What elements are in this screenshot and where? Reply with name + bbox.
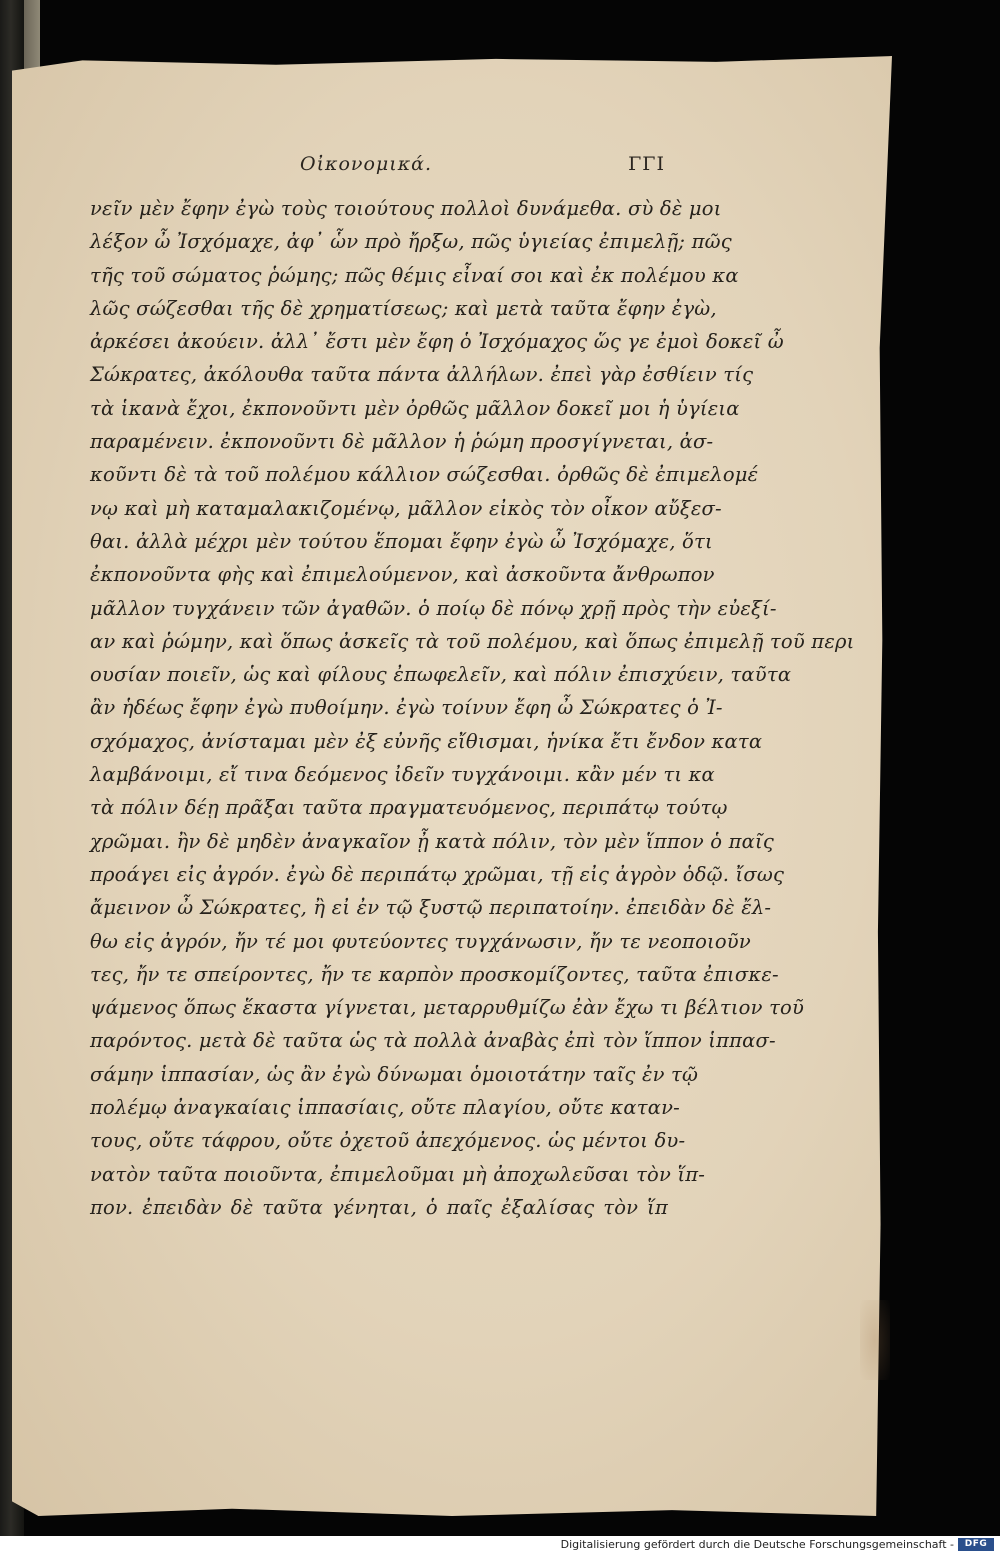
page-number: ΓΓΙ <box>628 153 665 175</box>
text-line: τους, οὔτε τάφρου, οὔτε ὀχετοῦ ἀπεχόμενος. ὡς μέντοι δυ- <box>90 1129 686 1153</box>
text-line: πον. ἐπειδὰν δὲ ταῦτα γένηται, ὁ παῖς ἐξαλίσας τὸν ἵπ <box>90 1195 668 1219</box>
text-line: ἂν ἡδέως ἔφην ἐγὼ πυθοίμην. ἐγὼ τοίνυν ἔφη ὦ Σώκρατες ὁ Ἰ- <box>90 696 723 720</box>
text-line: νῳ καὶ μὴ καταμαλακιζομένῳ, μᾶλλον εἰκὸς τὸν οἶκον αὔξεσ- <box>90 496 722 520</box>
text-line: ἄμεινον ὦ Σώκρατες, ἢ εἰ ἐν τῷ ξυστῷ περιπατοίην. ἐπειδὰν δὲ ἔλ- <box>90 896 772 920</box>
text-line: ουσίαν ποιεῖν, ὡς καὶ φίλους ἐπωφελεῖν, καὶ πόλιν ἐπισχύειν, ταῦτα <box>90 663 792 687</box>
text-line: τὰ ἱκανὰ ἔχοι, ἐκπονοῦντι μὲν ὀρθῶς μᾶλλον δοκεῖ μοι ἡ ὑγίεια <box>90 396 740 420</box>
text-line: τες, ἤν τε σπείροντες, ἤν τε καρπὸν προσκομίζοντες, ταῦτα ἐπισκε- <box>90 962 779 986</box>
footer-bar <box>0 1536 1000 1554</box>
text-line: παρόντος. μετὰ δὲ ταῦτα ὡς τὰ πολλὰ ἀναβὰς ἐπὶ τὸν ἵππον ἱππασ- <box>90 1029 776 1053</box>
text-line: σχόμαχος, ἀνίσταμαι μὲν ἐξ εὐνῆς εἴθισμαι, ἡνίκα ἔτι ἔνδον κατα <box>90 729 763 753</box>
text-line: ἐκπονοῦντα φὴς καὶ ἐπιμελούμενον, καὶ ἀσκοῦντα ἄνθρωπον <box>90 563 715 587</box>
page-header <box>90 153 665 183</box>
text-line: θαι. ἀλλὰ μέχρι μὲν τούτου ἕπομαι ἔφην ἐγὼ ὦ Ἰσχόμαχε, ὅτι <box>90 529 713 553</box>
running-head: Οἰκονομικά. <box>300 153 433 175</box>
dfg-logo: DFG <box>958 1538 994 1551</box>
text-line: λαμβάνοιμι, εἴ τινα δεόμενος ἰδεῖν τυγχάνοιμι. κἂν μέν τι κα <box>90 763 715 787</box>
text-line: ἀρκέσει ἀκούειν. ἀλλ᾽ ἔστι μὲν ἔφη ὁ Ἰσχόμαχος ὥς γε ἐμοὶ δοκεῖ ὦ <box>90 330 784 354</box>
funding-credit: Digitalisierung gefördert durch die Deutsche Forschungsgemeinschaft - <box>560 1538 954 1551</box>
text-line: λέξον ὦ Ἰσχόμαχε, ἀφ᾽ ὧν πρὸ ἤρξω, πῶς ὑγιείας ἐπιμελῇ; πῶς <box>90 230 732 254</box>
text-line: σάμην ἱππασίαν, ὡς ἂν ἐγὼ δύνωμαι ὁμοιοτάτην ταῖς ἐν τῷ <box>90 1062 699 1086</box>
text-line: θω εἰς ἀγρόν, ἤν τέ μοι φυτεύοντες τυγχάνωσιν, ἤν τε νεοποιοῦν <box>90 929 751 953</box>
body-text <box>90 192 855 1224</box>
text-line: νατὸν ταῦτα ποιοῦντα, ἐπιμελοῦμαι μὴ ἀποχωλεῦσαι τὸν ἵπ- <box>90 1162 706 1186</box>
binding-edge <box>24 0 40 70</box>
text-line: πολέμῳ ἀναγκαίαις ἱππασίαις, οὔτε πλαγίου, οὔτε καταν- <box>90 1096 680 1120</box>
text-line: λῶς σώζεσθαι τῆς δὲ χρηματίσεως; καὶ μετὰ ταῦτα ἔφην ἐγὼ, <box>90 296 717 320</box>
text-line: κοῦντι δὲ τὰ τοῦ πολέμου κάλλιον σώζεσθαι. ὀρθῶς δὲ ἐπιμελομέ <box>90 463 759 487</box>
text-line: τῆς τοῦ σώματος ῥώμης; πῶς θέμις εἶναί σοι καὶ ἐκ πολέμου κα <box>90 263 739 287</box>
text-line: προάγει εἰς ἀγρόν. ἐγὼ δὲ περιπάτῳ χρῶμαι, τῇ εἰς ἀγρὸν ὁδῷ. ἴσως <box>90 862 785 886</box>
text-line: χρῶμαι. ἢν δὲ μηδὲν ἀναγκαῖον ᾖ κατὰ πόλιν, τὸν μὲν ἵππον ὁ παῖς <box>90 829 774 853</box>
text-line: αν καὶ ῥώμην, καὶ ὅπως ἀσκεῖς τὰ τοῦ πολέμου, καὶ ὅπως ἐπιμελῇ τοῦ περι <box>90 629 855 653</box>
text-line: νεῖν μὲν ἔφην ἐγὼ τοὺς τοιούτους πολλοὶ δυνάμεθα. σὺ δὲ μοι <box>90 197 722 220</box>
text-line: μᾶλλον τυγχάνειν τῶν ἀγαθῶν. ὁ ποίῳ δὲ πόνῳ χρῇ πρὸς τὴν εὐεξί- <box>90 596 777 620</box>
text-line: παραμένειν. ἐκπονοῦντι δὲ μᾶλλον ἡ ῥώμη προσγίγνεται, ἀσ- <box>90 430 714 454</box>
text-line: Σώκρατες, ἀκόλουθα ταῦτα πάντα ἀλλήλων. ἐπεὶ γὰρ ἐσθίειν τίς <box>90 363 754 387</box>
text-line: τὰ πόλιν δέῃ πρᾶξαι ταῦτα πραγματευόμενος, περιπάτῳ τούτῳ <box>90 796 728 820</box>
text-line: ψάμενος ὅπως ἕκαστα γίγνεται, μεταρρυθμίζω ἐὰν ἔχω τι βέλτιον τοῦ <box>90 996 805 1020</box>
page-stain <box>860 1300 890 1380</box>
